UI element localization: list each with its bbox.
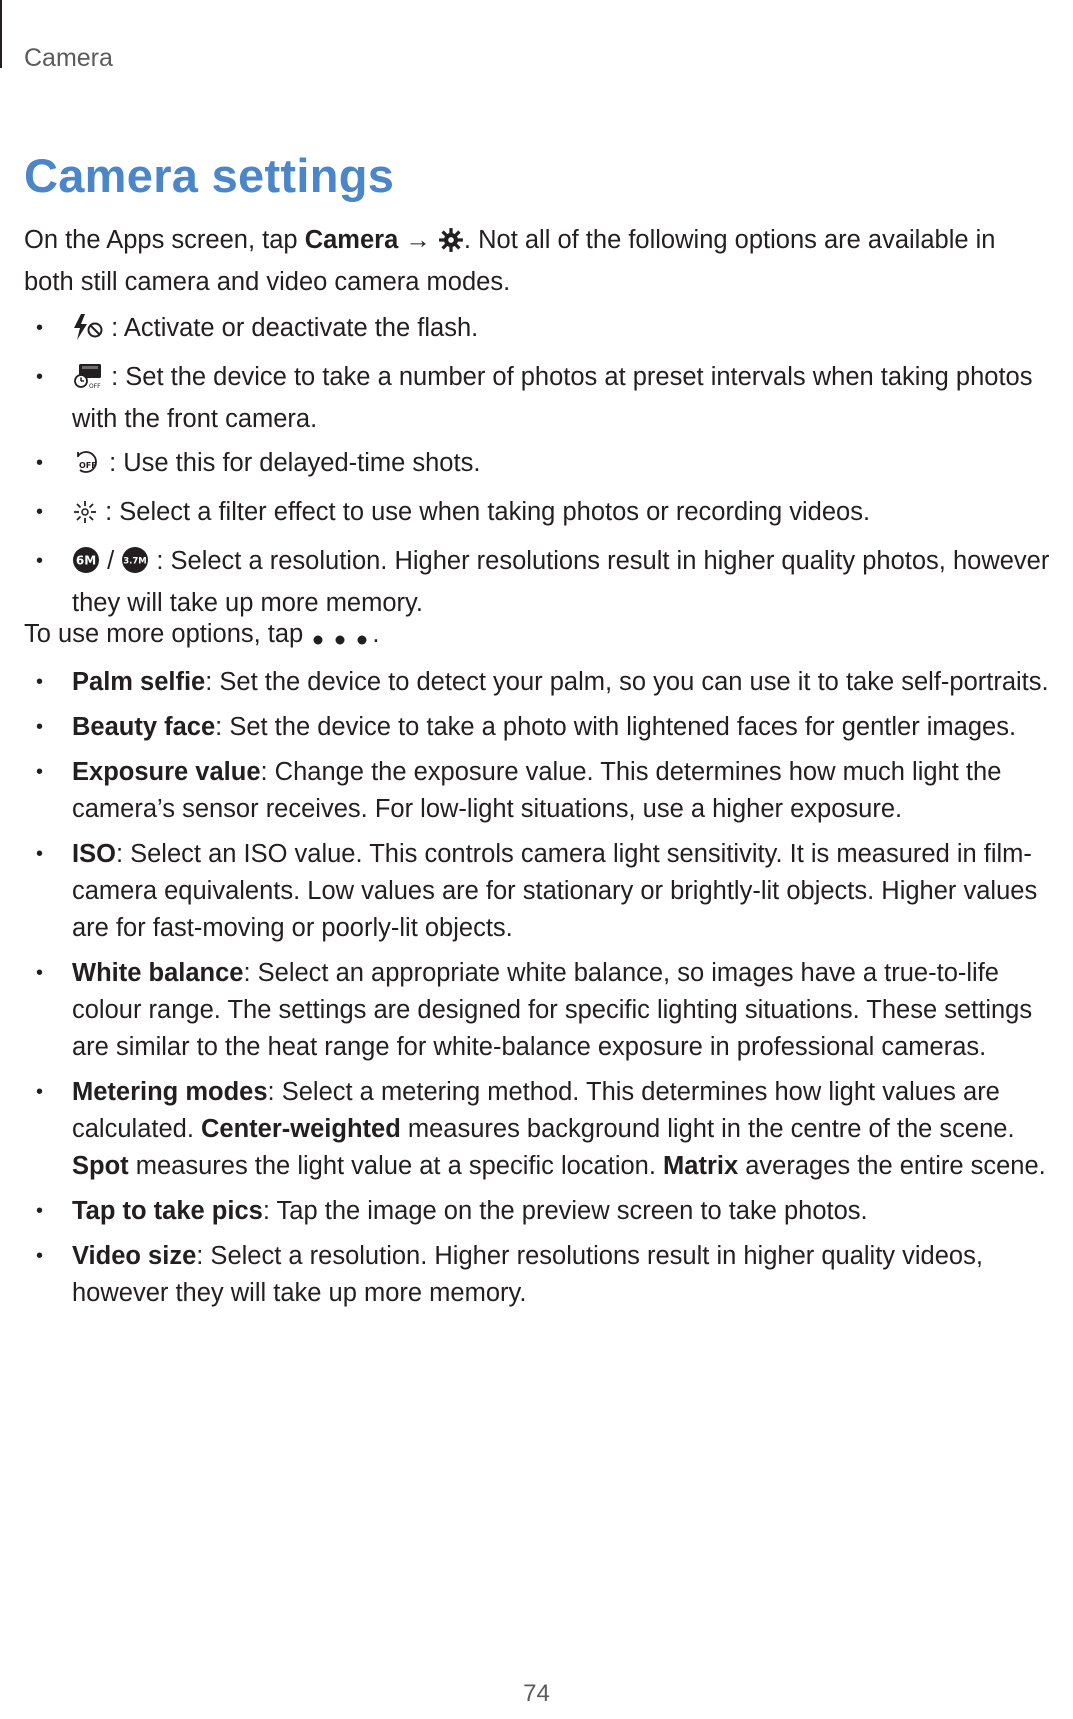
- option-term: Beauty face: [72, 713, 216, 741]
- bullet: •: [36, 1081, 44, 1103]
- resolution-b-label: 3.7M: [123, 556, 148, 567]
- list-item: [24, 494, 1072, 536]
- bullet: •: [36, 761, 44, 783]
- bullet: •: [36, 962, 44, 984]
- timer-off-icon: [72, 448, 102, 487]
- bullet: •: [36, 843, 44, 865]
- option-term: Palm selfie: [72, 668, 206, 696]
- list-item: [24, 955, 1072, 1066]
- bullet: •: [36, 716, 44, 738]
- bullet: •: [36, 1245, 44, 1267]
- intro-text: On the Apps screen, tap: [24, 226, 305, 254]
- bullet: •: [36, 501, 44, 523]
- option-desc: : Select an ISO value. This controls camera light sensitivity. It is measured in film-camera equivalents. Low values are for stationary or brightly-lit objects. Higher values are for fast-moving or poorly-lit objects.: [72, 840, 1038, 942]
- intro-paragraph: [24, 222, 1044, 301]
- interval-shot-off-icon: [72, 362, 104, 401]
- list-item: [24, 359, 1072, 438]
- camera-term: Camera: [304, 226, 399, 254]
- filter-effect-icon: [72, 499, 98, 536]
- separator: /: [100, 547, 122, 575]
- intro-text-2: . Not all of the following options are available in both still camera and video camera modes.: [24, 226, 996, 296]
- icon-options-list: [24, 310, 1072, 629]
- option-term: Spot: [72, 1152, 129, 1180]
- list-item: [24, 543, 1072, 622]
- item-text: : Use this for delayed-time shots.: [102, 449, 481, 477]
- list-item: [24, 664, 1072, 701]
- option-term: Metering modes: [72, 1078, 268, 1106]
- bullet: •: [36, 671, 44, 693]
- option-desc: measures the light value at a specific location.: [128, 1152, 664, 1180]
- list-item: [24, 1193, 1072, 1230]
- more-options-paragraph: [24, 616, 1044, 658]
- option-term: Tap to take pics: [72, 1197, 263, 1225]
- option-term: Center-weighted: [201, 1115, 401, 1143]
- option-term: ISO: [72, 840, 116, 868]
- resolution-a-label: 6M: [75, 553, 97, 568]
- header-rule: [0, 0, 2, 68]
- item-text: : Activate or deactivate the flash.: [104, 314, 479, 342]
- item-text: : Select a resolution. Higher resolutions result in higher quality photos, however they will take up more memory.: [72, 547, 1050, 617]
- page-title: Camera settings: [24, 149, 395, 202]
- svg-text:OFF: OFF: [79, 461, 97, 470]
- section-header: Camera: [24, 44, 113, 72]
- option-desc: : Set the device to detect your palm, so you can use it to take self-portraits.: [205, 668, 1049, 696]
- bullet: •: [36, 1200, 44, 1222]
- list-item: [24, 1074, 1072, 1185]
- option-desc: : Set the device to take a photo with lightened faces for gentler images.: [215, 713, 1017, 741]
- option-term: Matrix: [663, 1152, 739, 1180]
- option-desc: : Change the exposure value. This determines how much light the camera’s sensor receives. For low-light situations, use a higher exposure.: [72, 758, 1002, 823]
- more-options-icon: [310, 621, 372, 658]
- arrow: →: [398, 226, 438, 254]
- more-options-text: To use more options, tap: [24, 620, 311, 648]
- more-options-list: [24, 664, 1072, 1320]
- page-number: 74: [523, 1680, 550, 1707]
- list-item: [24, 754, 1072, 828]
- more-options-end: .: [372, 620, 380, 648]
- settings-gear-icon: [438, 227, 464, 264]
- resolution-6m-icon: [72, 546, 100, 585]
- resolution-3-7m-icon: [121, 546, 149, 585]
- option-term: Exposure value: [72, 758, 261, 786]
- option-desc: : Select an appropriate white balance, so images have a true-to-life colour range. The settings are designed for specific lighting situations. These settings are similar to the heat range for white-balance exposure in professional cameras.: [72, 959, 1033, 1061]
- bullet: •: [36, 366, 44, 388]
- option-term: White balance: [72, 959, 244, 987]
- option-desc: measures background light in the centre of the scene.: [400, 1115, 1015, 1143]
- list-item: [24, 445, 1072, 487]
- option-desc: : Select a metering method. This determines how light values are calculated.: [72, 1078, 1000, 1143]
- list-item: [24, 836, 1072, 947]
- flash-off-icon: [72, 313, 104, 352]
- bullet: •: [36, 317, 44, 339]
- list-item: [24, 709, 1072, 746]
- option-desc: : Tap the image on the preview screen to take photos.: [262, 1197, 868, 1225]
- item-text: : Set the device to take a number of photos at preset intervals when taking photos with the front camera.: [72, 363, 1033, 433]
- option-desc: : Select a resolution. Higher resolutions result in higher quality videos, however they will take up more memory.: [72, 1242, 983, 1307]
- list-item: [24, 310, 1072, 352]
- option-term: Video size: [72, 1242, 197, 1270]
- svg-text:OFF: OFF: [89, 383, 101, 390]
- item-text: : Select a filter effect to use when taking photos or recording videos.: [98, 498, 871, 526]
- bullet: •: [36, 452, 44, 474]
- list-item: [24, 1238, 1072, 1312]
- option-desc: averages the entire scene.: [738, 1152, 1046, 1180]
- bullet: •: [36, 550, 44, 572]
